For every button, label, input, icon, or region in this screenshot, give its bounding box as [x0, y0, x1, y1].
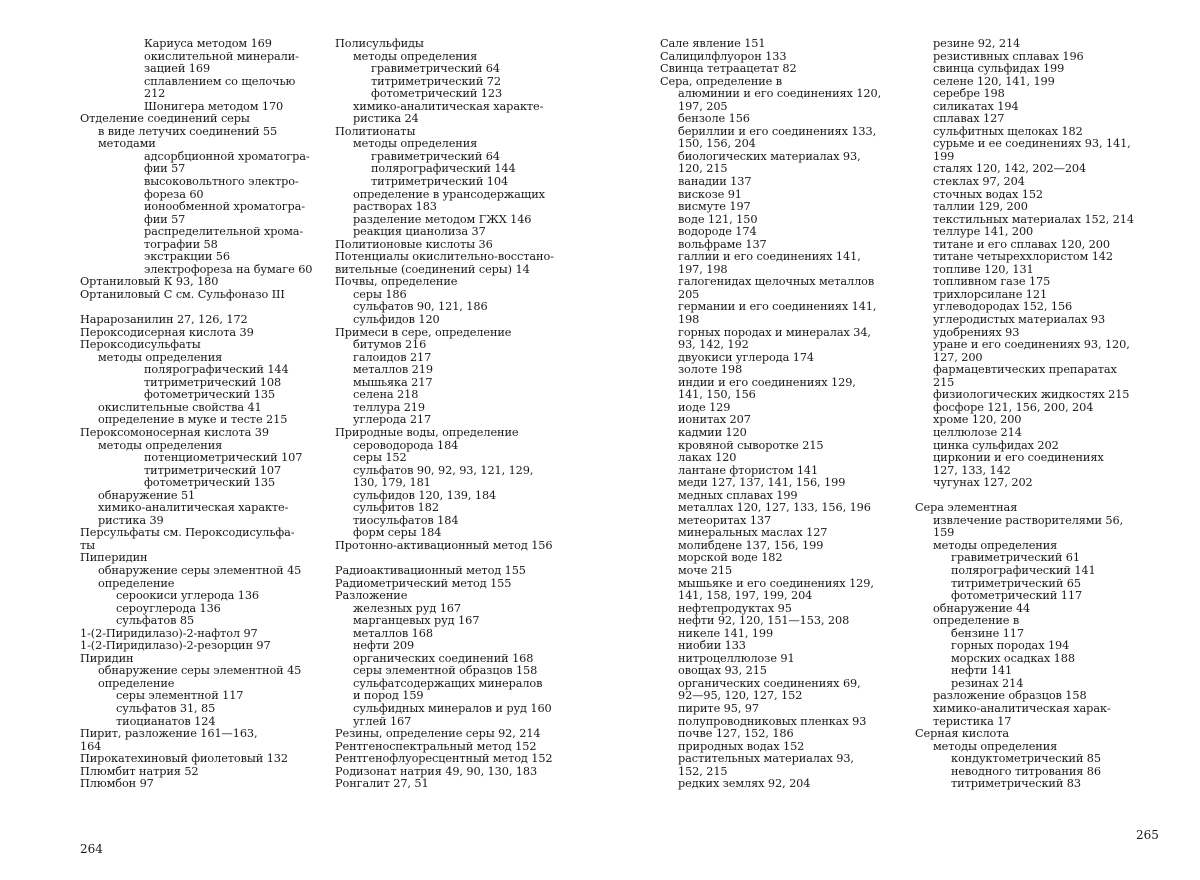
index-entry-line: Пирит, разложение 161—163,: [80, 727, 258, 741]
index-entry-line: Свинца тетраацетат 82: [660, 62, 797, 76]
index-entry-line: Разложение: [335, 589, 408, 603]
index-entry-line: Радиоактивационный метод 155: [335, 563, 526, 577]
index-entry-line: 215: [933, 375, 955, 389]
index-entry-line: резистивных сплавах 196: [933, 49, 1084, 63]
index-entry-line: ионитах 207: [678, 413, 751, 427]
index-entry-line: овощах 93, 215: [678, 664, 767, 678]
index-entry-line: окислительные свойства 41: [98, 400, 262, 414]
left-page: [80, 38, 580, 868]
index-entry-line: разделение методом ГЖХ 146: [353, 212, 532, 226]
index-entry-line: морских осадках 188: [951, 651, 1075, 665]
index-entry-line: Политионаты: [335, 124, 416, 138]
index-entry-line: обнаружение 51: [98, 488, 196, 502]
index-entry-line: металлов 168: [353, 626, 433, 640]
index-entry-line: Политионовые кислоты 36: [335, 237, 493, 251]
index-entry-line: титриметрический 107: [144, 463, 282, 477]
index-entry-line: серы элементной образцов 158: [353, 664, 538, 678]
index-entry-line: обнаружение серы элементной 45: [98, 563, 302, 577]
index-entry-line: 199: [933, 149, 955, 163]
index-entry-line: уране и его соединениях 93, 120,: [933, 338, 1130, 352]
index-entry-line: Серная кислота: [915, 727, 1010, 741]
index-entry-line: 159: [933, 526, 955, 540]
index-entry-line: в виде летучих соединений 55: [98, 124, 278, 138]
index-entry-line: полупроводниковых пленках 93: [678, 714, 867, 728]
index-entry-line: кондуктометрический 85: [951, 752, 1101, 766]
index-entry-line: ванадии 137: [678, 175, 752, 189]
index-entry-line: хроме 120, 200: [933, 413, 1022, 427]
index-entry-line: теллуре 141, 200: [933, 225, 1034, 239]
index-entry-line: стеклах 97, 204: [933, 175, 1025, 189]
index-entry-line: фии 57: [144, 212, 186, 226]
index-entry-line: реакция цианолиза 37: [353, 225, 486, 239]
index-column: [335, 38, 585, 791]
index-entry-line: методами: [98, 137, 156, 151]
index-entry-line: сероокиси углерода 136: [116, 589, 259, 603]
index-entry-line: углей 167: [353, 714, 412, 728]
index-entry-line: ристика 24: [353, 112, 419, 126]
index-entry-line: определение в муке и тесте 215: [98, 413, 288, 427]
index-entry-line: лаках 120: [678, 451, 737, 465]
index-entry-line: марганцевых руд 167: [353, 614, 480, 628]
index-entry-line: 198: [678, 313, 700, 327]
index-column: [660, 38, 910, 791]
index-entry-line: определение: [98, 576, 175, 590]
index-column: [80, 38, 330, 791]
index-entry-line: мышьяке и его соединениях 129,: [678, 576, 874, 590]
index-entry-line: свинца сульфидах 199: [933, 62, 1065, 76]
index-entry-line: распределительной хрома-: [144, 225, 304, 239]
index-entry-line: обнаружение 44: [933, 601, 1031, 615]
index-entry-line: лантане фтористом 141: [678, 463, 819, 477]
index-entry-line: физиологических жидкостях 215: [933, 388, 1130, 402]
index-entry-line: селена 218: [353, 388, 419, 402]
index-entry-line: Природные воды, определение: [335, 425, 519, 439]
index-entry-line: зацией 169: [144, 62, 211, 76]
index-entry-line: Плюмбон 97: [80, 777, 154, 791]
index-entry-line: потенциометрический 107: [144, 451, 303, 465]
index-entry-line: химико-аналитическая характе-: [98, 501, 289, 515]
index-entry-line: сульфатов 31, 85: [116, 701, 216, 715]
index-entry-line: фосфоре 121, 156, 200, 204: [933, 400, 1094, 414]
index-entry-line: сероуглерода 136: [116, 601, 221, 615]
index-entry-line: меди 127, 137, 141, 156, 199: [678, 476, 846, 490]
index-entry-line: Пероксодисерная кислота 39: [80, 325, 254, 339]
index-entry-line: трихлорсилане 121: [933, 287, 1048, 301]
index-entry-line: медных сплавах 199: [678, 488, 798, 502]
index-entry-line: методы определения: [933, 538, 1058, 552]
index-entry-line: минеральных маслах 127: [678, 526, 828, 540]
index-entry-line: цирконии и его соединениях: [933, 451, 1104, 465]
page-number: 265: [1136, 828, 1159, 842]
index-entry-line: двуокиси углерода 174: [678, 350, 815, 364]
index-entry-line: силикатах 194: [933, 99, 1019, 113]
index-entry-line: химико-аналитическая харак-: [933, 701, 1111, 715]
index-entry-line: полярографический 144: [371, 162, 516, 176]
index-entry-line: теристика 17: [933, 714, 1012, 728]
index-entry-line: серы элементной 117: [116, 689, 244, 703]
index-entry-line: тиоцианатов 124: [116, 714, 216, 728]
index-entry-line: текстильных материалах 152, 214: [933, 212, 1134, 226]
index-entry-line: 205: [678, 287, 700, 301]
index-entry-line: 1-(2-Пиридилазо)-2-нафтол 97: [80, 626, 258, 640]
index-entry-line: сульфатсодержащих минералов: [353, 676, 543, 690]
index-entry-line: методы определения: [933, 739, 1058, 753]
index-entry-line: металлов 219: [353, 363, 433, 377]
index-entry-line: Рентгеноспектральный метод 152: [335, 739, 537, 753]
index-entry-line: моче 215: [678, 563, 733, 577]
index-entry-line: золоте 198: [678, 363, 743, 377]
index-entry-line: гравиметрический 64: [371, 149, 500, 163]
index-entry-line: 92—95, 120, 127, 152: [678, 689, 803, 703]
index-entry-line: фотометрический 135: [144, 388, 276, 402]
index-entry-line: сульфатов 85: [116, 614, 195, 628]
index-entry-line: горных породах 194: [951, 639, 1070, 653]
index-entry-line: углеводородах 152, 156: [933, 300, 1073, 314]
index-entry-line: Родизонат натрия 49, 90, 130, 183: [335, 764, 538, 778]
index-entry-line: методы определения: [353, 49, 478, 63]
index-entry-line: сплавах 127: [933, 112, 1005, 126]
index-entry-line: электрофореза на бумаге 60: [144, 262, 313, 276]
index-entry-line: 127, 133, 142: [933, 463, 1011, 477]
index-entry-line: сульфатов 90, 121, 186: [353, 300, 488, 314]
index-entry-line: нефти 141: [951, 664, 1013, 678]
index-entry-line: Ортаниловый К 93, 180: [80, 275, 219, 289]
index-entry-line: титане и его сплавах 120, 200: [933, 237, 1110, 251]
index-entry-line: удобрениях 93: [933, 325, 1020, 339]
index-entry-line: топливном газе 175: [933, 275, 1051, 289]
index-entry-line: титриметрический 108: [144, 375, 282, 389]
index-entry-line: фармацевтических препаратах: [933, 363, 1117, 377]
index-entry-line: германии и его соединениях 141,: [678, 300, 877, 314]
index-entry-line: галогенидах щелочных металлов: [678, 275, 875, 289]
index-entry-line: сурьме и ее соединениях 93, 141,: [933, 137, 1131, 151]
index-entry-line: адсорбционной хроматогра-: [144, 149, 310, 163]
index-entry-line: сульфидных минералов и руд 160: [353, 701, 552, 715]
index-entry-line: цинка сульфидах 202: [933, 438, 1059, 452]
index-entry-line: Пероксомоносерная кислота 39: [80, 425, 269, 439]
page-number: 264: [80, 842, 103, 856]
index-entry-line: 164: [80, 739, 102, 753]
index-entry-line: Примеси в сере, определение: [335, 325, 512, 339]
index-entry-line: Ортаниловый С см. Сульфоназо III: [80, 287, 285, 301]
index-entry-line: методы определения: [353, 137, 478, 151]
index-entry-line: фотометрический 135: [144, 476, 276, 490]
index-entry-line: 1-(2-Пиридилазо)-2-резорцин 97: [80, 639, 271, 653]
index-entry-line: форм серы 184: [353, 526, 442, 540]
index-entry-line: сульфатов 90, 92, 93, 121, 129,: [353, 463, 534, 477]
index-entry-line: 93, 142, 192: [678, 338, 749, 352]
index-entry-line: никеле 141, 199: [678, 626, 774, 640]
index-entry-line: Радиометрический метод 155: [335, 576, 512, 590]
index-entry-line: 141, 158, 197, 199, 204: [678, 589, 813, 603]
index-entry-line: Плюмбит натрия 52: [80, 764, 199, 778]
index-entry-line: полярографический 144: [144, 363, 289, 377]
index-entry-line: биологических материалах 93,: [678, 149, 861, 163]
index-entry-line: фии 57: [144, 162, 186, 176]
index-entry-line: теллура 219: [353, 400, 425, 414]
index-entry-line: сульфитных щелоках 182: [933, 124, 1083, 138]
index-entry-line: серебре 198: [933, 87, 1005, 101]
index-entry-line: 120, 215: [678, 162, 728, 176]
index-entry-line: Протонно-активационный метод 156: [335, 538, 553, 552]
index-entry-line: обнаружение серы элементной 45: [98, 664, 302, 678]
index-entry-line: Почвы, определение: [335, 275, 458, 289]
index-entry-line: титриметрический 72: [371, 74, 501, 88]
index-entry-line: 127, 200: [933, 350, 983, 364]
index-entry-line: сталях 120, 142, 202—204: [933, 162, 1087, 176]
index-entry-line: 150, 156, 204: [678, 137, 756, 151]
index-entry-line: бериллии и его соединениях 133,: [678, 124, 877, 138]
index-entry-line: индии и его соединениях 129,: [678, 375, 856, 389]
index-entry-line: сточных водах 152: [933, 187, 1044, 201]
index-entry-line: гравиметрический 61: [951, 551, 1080, 565]
index-entry-line: бензине 117: [951, 626, 1024, 640]
index-entry-line: 212: [144, 87, 166, 101]
index-entry-line: сульфидов 120: [353, 313, 440, 327]
index-entry-line: нефти 92, 120, 151—153, 208: [678, 614, 850, 628]
index-entry-line: галлии и его соединениях 141,: [678, 250, 861, 264]
index-entry-line: сплавлением со щелочью: [144, 74, 296, 88]
index-entry-line: органических соединений 168: [353, 651, 534, 665]
index-entry-line: разложение образцов 158: [933, 689, 1087, 703]
index-entry-line: полярографический 141: [951, 563, 1096, 577]
index-entry-line: кадмии 120: [678, 425, 747, 439]
index-entry-line: определение в урансодержащих: [353, 187, 545, 201]
index-entry-line: водороде 174: [678, 225, 757, 239]
index-entry-line: иоде 129: [678, 400, 731, 414]
index-entry-line: метеоритах 137: [678, 513, 772, 527]
index-entry-line: 130, 179, 181: [353, 476, 431, 490]
index-entry-line: морской воде 182: [678, 551, 783, 565]
index-entry-line: вискозе 91: [678, 187, 742, 201]
index-entry-line: растворах 183: [353, 200, 437, 214]
right-page: [660, 38, 1160, 868]
index-entry-line: висмуте 197: [678, 200, 751, 214]
index-entry-line: горных породах и минералах 34,: [678, 325, 871, 339]
index-entry-line: 141, 150, 156: [678, 388, 756, 402]
index-entry-line: Пиперидин: [80, 551, 148, 565]
index-entry-line: молибдене 137, 156, 199: [678, 538, 824, 552]
index-entry-line: ты: [80, 538, 96, 552]
index-entry-line: целлюлозе 214: [933, 425, 1022, 439]
index-entry-line: железных руд 167: [353, 601, 461, 615]
index-entry-line: почве 127, 152, 186: [678, 727, 794, 741]
index-entry-line: Пероксодисульфаты: [80, 338, 201, 352]
index-entry-line: Ронгалит 27, 51: [335, 777, 429, 791]
index-entry-line: 197, 205: [678, 99, 728, 113]
index-entry-line: углеродистых материалах 93: [933, 313, 1106, 327]
index-entry-line: титриметрический 104: [371, 175, 509, 189]
index-entry-line: селене 120, 141, 199: [933, 74, 1055, 88]
index-entry-line: определение в: [933, 614, 1020, 628]
index-entry-line: ионообменной хроматогра-: [144, 200, 305, 214]
index-entry-line: сульфидов 120, 139, 184: [353, 488, 497, 502]
index-entry-line: тографии 58: [144, 237, 218, 251]
index-entry-line: битумов 216: [353, 338, 427, 352]
index-entry-line: мышьяка 217: [353, 375, 433, 389]
index-entry-line: экстракции 56: [144, 250, 230, 264]
index-entry-line: Персульфаты см. Пероксодисульфа-: [80, 526, 295, 540]
index-entry-line: извлечение растворителями 56,: [933, 513, 1124, 527]
index-entry-line: воде 121, 150: [678, 212, 758, 226]
index-entry-line: и пород 159: [353, 689, 424, 703]
index-entry-line: органических соединениях 69,: [678, 676, 861, 690]
index-entry-line: вольфраме 137: [678, 237, 767, 251]
index-entry-line: Пирокатехиновый фиолетовый 132: [80, 752, 288, 766]
index-entry-line: серы 186: [353, 287, 407, 301]
index-entry-line: Резины, определение серы 92, 214: [335, 727, 541, 741]
index-entry-line: резинах 214: [951, 676, 1024, 690]
index-entry-line: Салицилфлуорон 133: [660, 49, 787, 63]
index-entry-line: металлах 120, 127, 133, 156, 196: [678, 501, 871, 515]
index-entry-line: редких землях 92, 204: [678, 777, 811, 791]
index-entry-line: 152, 215: [678, 764, 728, 778]
index-entry-line: гравиметрический 64: [371, 62, 500, 76]
index-entry-line: алюминии и его соединениях 120,: [678, 87, 882, 101]
index-entry-line: окислительной минерали-: [144, 49, 299, 63]
index-entry-line: методы определения: [98, 438, 223, 452]
index-entry-line: топливе 120, 131: [933, 262, 1034, 276]
index-entry-line: растительных материалах 93,: [678, 752, 854, 766]
index-entry-line: Нарaрозанилин 27, 126, 172: [80, 313, 248, 327]
index-entry-line: Шонигера методом 170: [144, 99, 284, 113]
index-entry-line: таллии 129, 200: [933, 200, 1028, 214]
index-entry-line: чугунах 127, 202: [933, 476, 1033, 490]
index-entry-line: Сера, определение в: [660, 74, 783, 88]
index-entry-line: химико-аналитическая характе-: [353, 99, 544, 113]
index-entry-line: Сале явление 151: [660, 37, 766, 50]
index-entry-line: природных водах 152: [678, 739, 805, 753]
index-entry-line: титане четыреххлористом 142: [933, 250, 1113, 264]
index-entry-line: сульфитов 182: [353, 501, 439, 515]
index-entry-line: нефти 209: [353, 639, 415, 653]
index-entry-line: неводного титрования 86: [951, 764, 1101, 778]
index-column: [915, 38, 1165, 791]
index-entry-line: Сера элементная: [915, 501, 1018, 515]
index-entry-line: фотометрический 123: [371, 87, 503, 101]
index-entry-line: вительные (соединений серы) 14: [335, 262, 530, 276]
index-entry-line: нефтепродуктах 95: [678, 601, 792, 615]
index-entry-line: определение: [98, 676, 175, 690]
index-entry-line: галоидов 217: [353, 350, 432, 364]
index-entry-line: резине 92, 214: [933, 37, 1021, 50]
index-entry-line: методы определения: [98, 350, 223, 364]
index-entry-line: Потенциалы окислительно-восстано-: [335, 250, 554, 264]
index-entry-line: Кариуса методом 169: [144, 37, 272, 50]
index-entry-line: тиосульфатов 184: [353, 513, 459, 527]
index-entry-line: бензоле 156: [678, 112, 750, 126]
index-entry-line: высоковольтного электро-: [144, 175, 299, 189]
index-entry-line: углерода 217: [353, 413, 432, 427]
index-entry-line: Отделение соединений серы: [80, 112, 250, 126]
index-entry-line: ниобии 133: [678, 639, 746, 653]
index-entry-line: сероводорода 184: [353, 438, 459, 452]
index-entry-line: фореза 60: [144, 187, 204, 201]
index-entry-line: ристика 39: [98, 513, 164, 527]
index-entry-line: Пиридин: [80, 651, 134, 665]
index-entry-line: серы 152: [353, 451, 407, 465]
index-entry-line: фотометрический 117: [951, 589, 1083, 603]
index-entry-line: Полисульфиды: [335, 37, 424, 50]
index-entry-line: кровяной сыворотке 215: [678, 438, 824, 452]
index-entry-line: 197, 198: [678, 262, 728, 276]
index-entry-line: пирите 95, 97: [678, 701, 759, 715]
index-entry-line: нитроцеллюлозе 91: [678, 651, 795, 665]
index-entry-line: Рентгенофлуоресцентный метод 152: [335, 752, 553, 766]
index-entry-line: титриметрический 83: [951, 777, 1081, 791]
index-entry-line: титриметрический 65: [951, 576, 1081, 590]
